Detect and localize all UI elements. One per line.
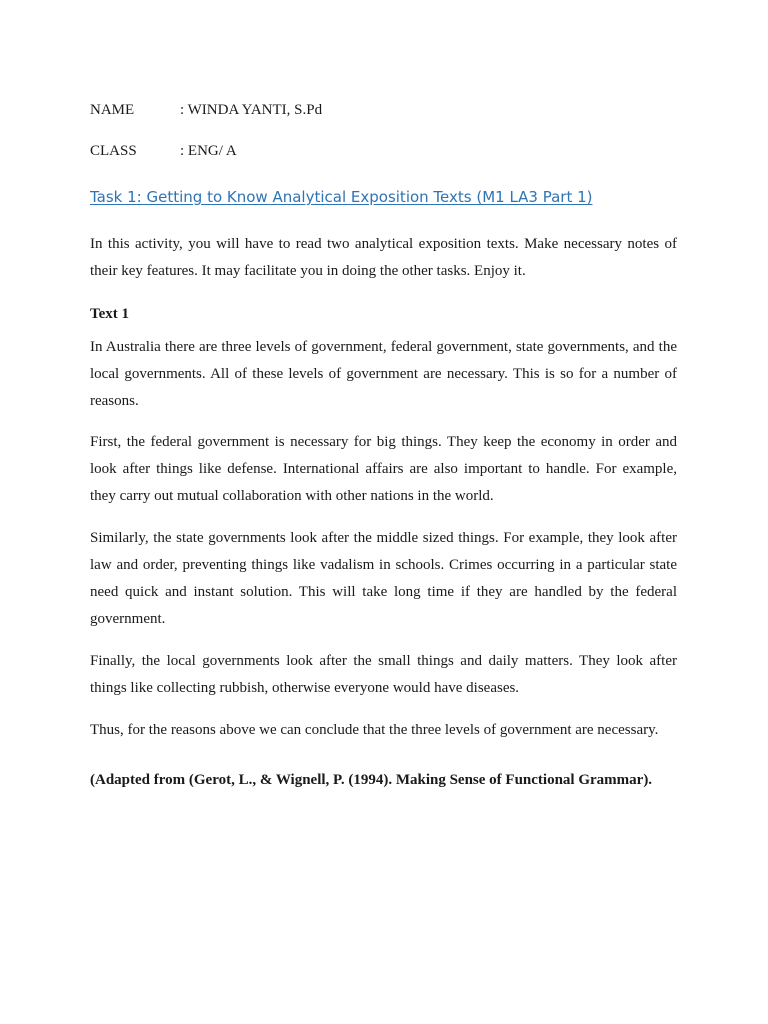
intro-paragraph: In this activity, you will have to read two analytical exposition texts. Make necessary notes of their key features. It may facilitate you in doing the other tasks. Enjoy it. bbox=[90, 236, 677, 279]
name-field bbox=[90, 101, 322, 119]
text1-title: Text 1 bbox=[90, 306, 130, 322]
class-label: CLASS bbox=[90, 143, 137, 159]
citation: (Adapted from (Gerot, L., & Wignell, P. (1994). Making Sense of Functional Grammar). bbox=[90, 772, 653, 788]
text1-paragraph-3: Similarly, the state governments look after the middle sized things. For example, they look after law and order, preventing things like vadalism in schools. Crimes occurring in a particular state need quick and instant solution. This will take long time if they are handled by the federal government. bbox=[90, 530, 677, 627]
text1-paragraph-5: Thus, for the reasons above we can conclude that the three levels of government are necessary. bbox=[90, 722, 659, 738]
class-field bbox=[90, 142, 237, 160]
text1-paragraph-2: First, the federal government is necessary for big things. They keep the economy in order and look after things like defense. International affairs are also important to handle. For example, they carry out mutual collaboration with other nations in the world. bbox=[90, 434, 677, 504]
text1-paragraph-4: Finally, the local governments look after the small things and daily matters. They look after things like collecting rubbish, otherwise everyone would have diseases. bbox=[90, 653, 677, 696]
class-value: : ENG/ A bbox=[180, 143, 237, 159]
text1-paragraph-1: In Australia there are three levels of government, federal government, state governments, and the local governments. All of these levels of government are necessary. This is so for a number of reasons. bbox=[90, 339, 677, 409]
task-heading: Task 1: Getting to Know Analytical Exposition Texts (M1 LA3 Part 1) bbox=[90, 188, 593, 206]
name-value: : WINDA YANTI, S.Pd bbox=[180, 102, 323, 118]
name-label: NAME bbox=[90, 102, 135, 118]
